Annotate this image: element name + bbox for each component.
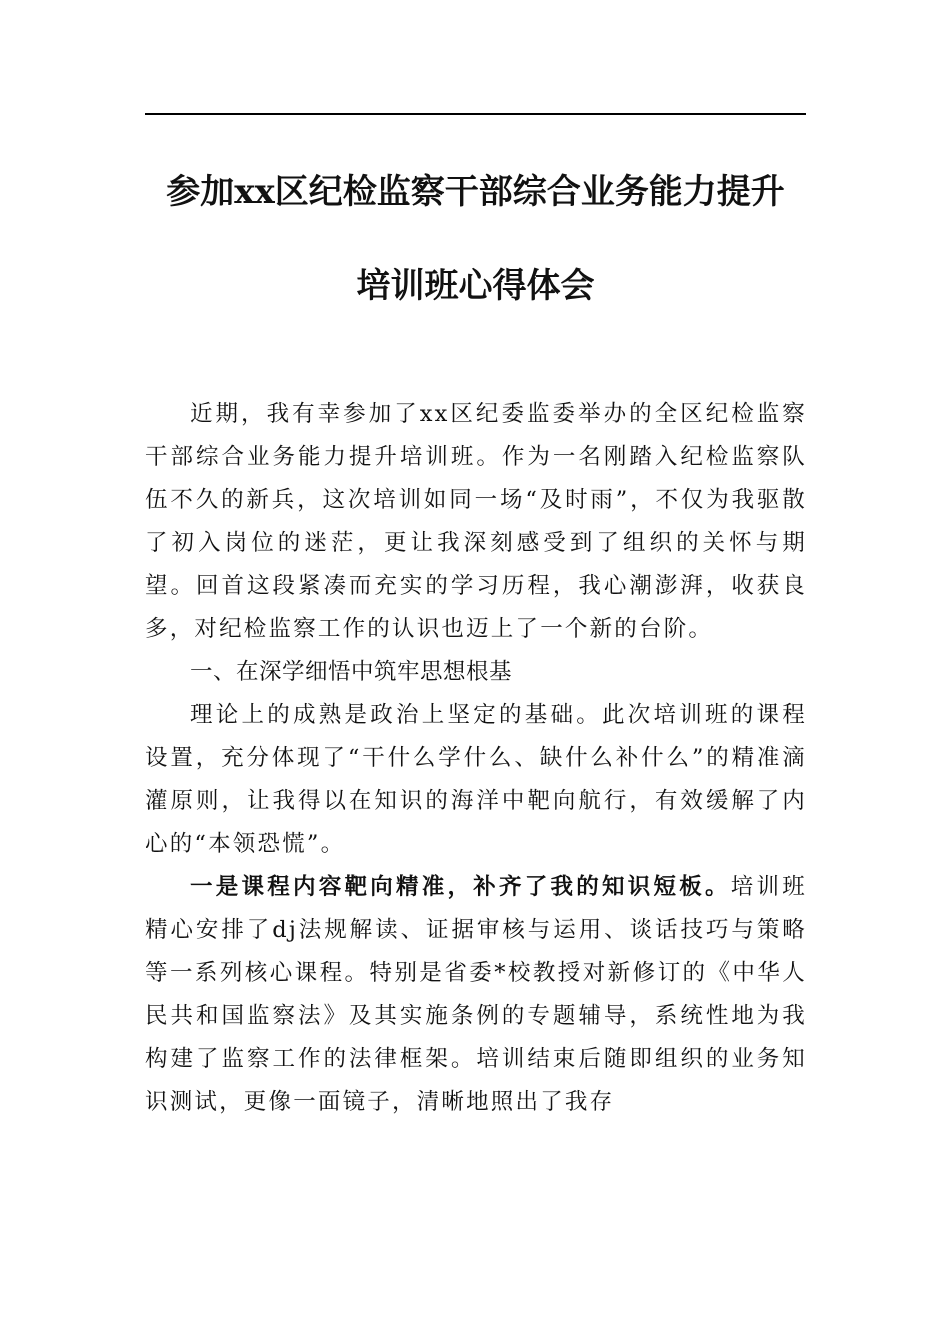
document-title-line-2: 培训班心得体会 [356,266,595,306]
paragraph-theory: 理论上的成熟是政治上坚定的基础。此次培训班的课程设置，充分体现了“干什么学什么、缺什么补什么”的精准滴灌原则，让我得以在知识的海洋中靶向航行，有效缓解了内心的“本领恐慌”。 [145,702,807,857]
header-rule [145,113,806,115]
paragraph-course-text: 培训班精心安排了dj法规解读、证据审核与运用、谈话技巧与策略等一系列核心课程。特别是省委*校教授对新修订的《中华人民共和国监察法》及其实施条例的专题辅导，系统性地为我构建了监察工作的法律框架。培训结束后随即组织的业务知识测试，更像一面镜子，清晰地照出了我存 [145,874,808,1115]
paragraph-course [145,866,807,1124]
section-heading-1: 一、在深学细悟中筑牢思想根基 [190,659,513,685]
document-title-line-1: 参加xx区纪检监察干部综合业务能力提升 [166,172,785,212]
paragraph-intro: 近期，我有幸参加了xx区纪委监委举办的全区纪检监察干部综合业务能力提升培训班。作为一名刚踏入纪检监察队伍不久的新兵，这次培训如同一场“及时雨”，不仅为我驱散了初入岗位的迷茫，更让我深刻感受到了组织的关怀与期望。回首这段紧凑而充实的学习历程，我心潮澎湃，收获良多，对纪检监察工作的认识也迈上了一个新的台阶。 [145,401,807,642]
document-body [145,393,807,1124]
paragraph-lead-sentence: 一是课程内容靶向精准，补齐了我的知识短板。 [190,874,731,900]
